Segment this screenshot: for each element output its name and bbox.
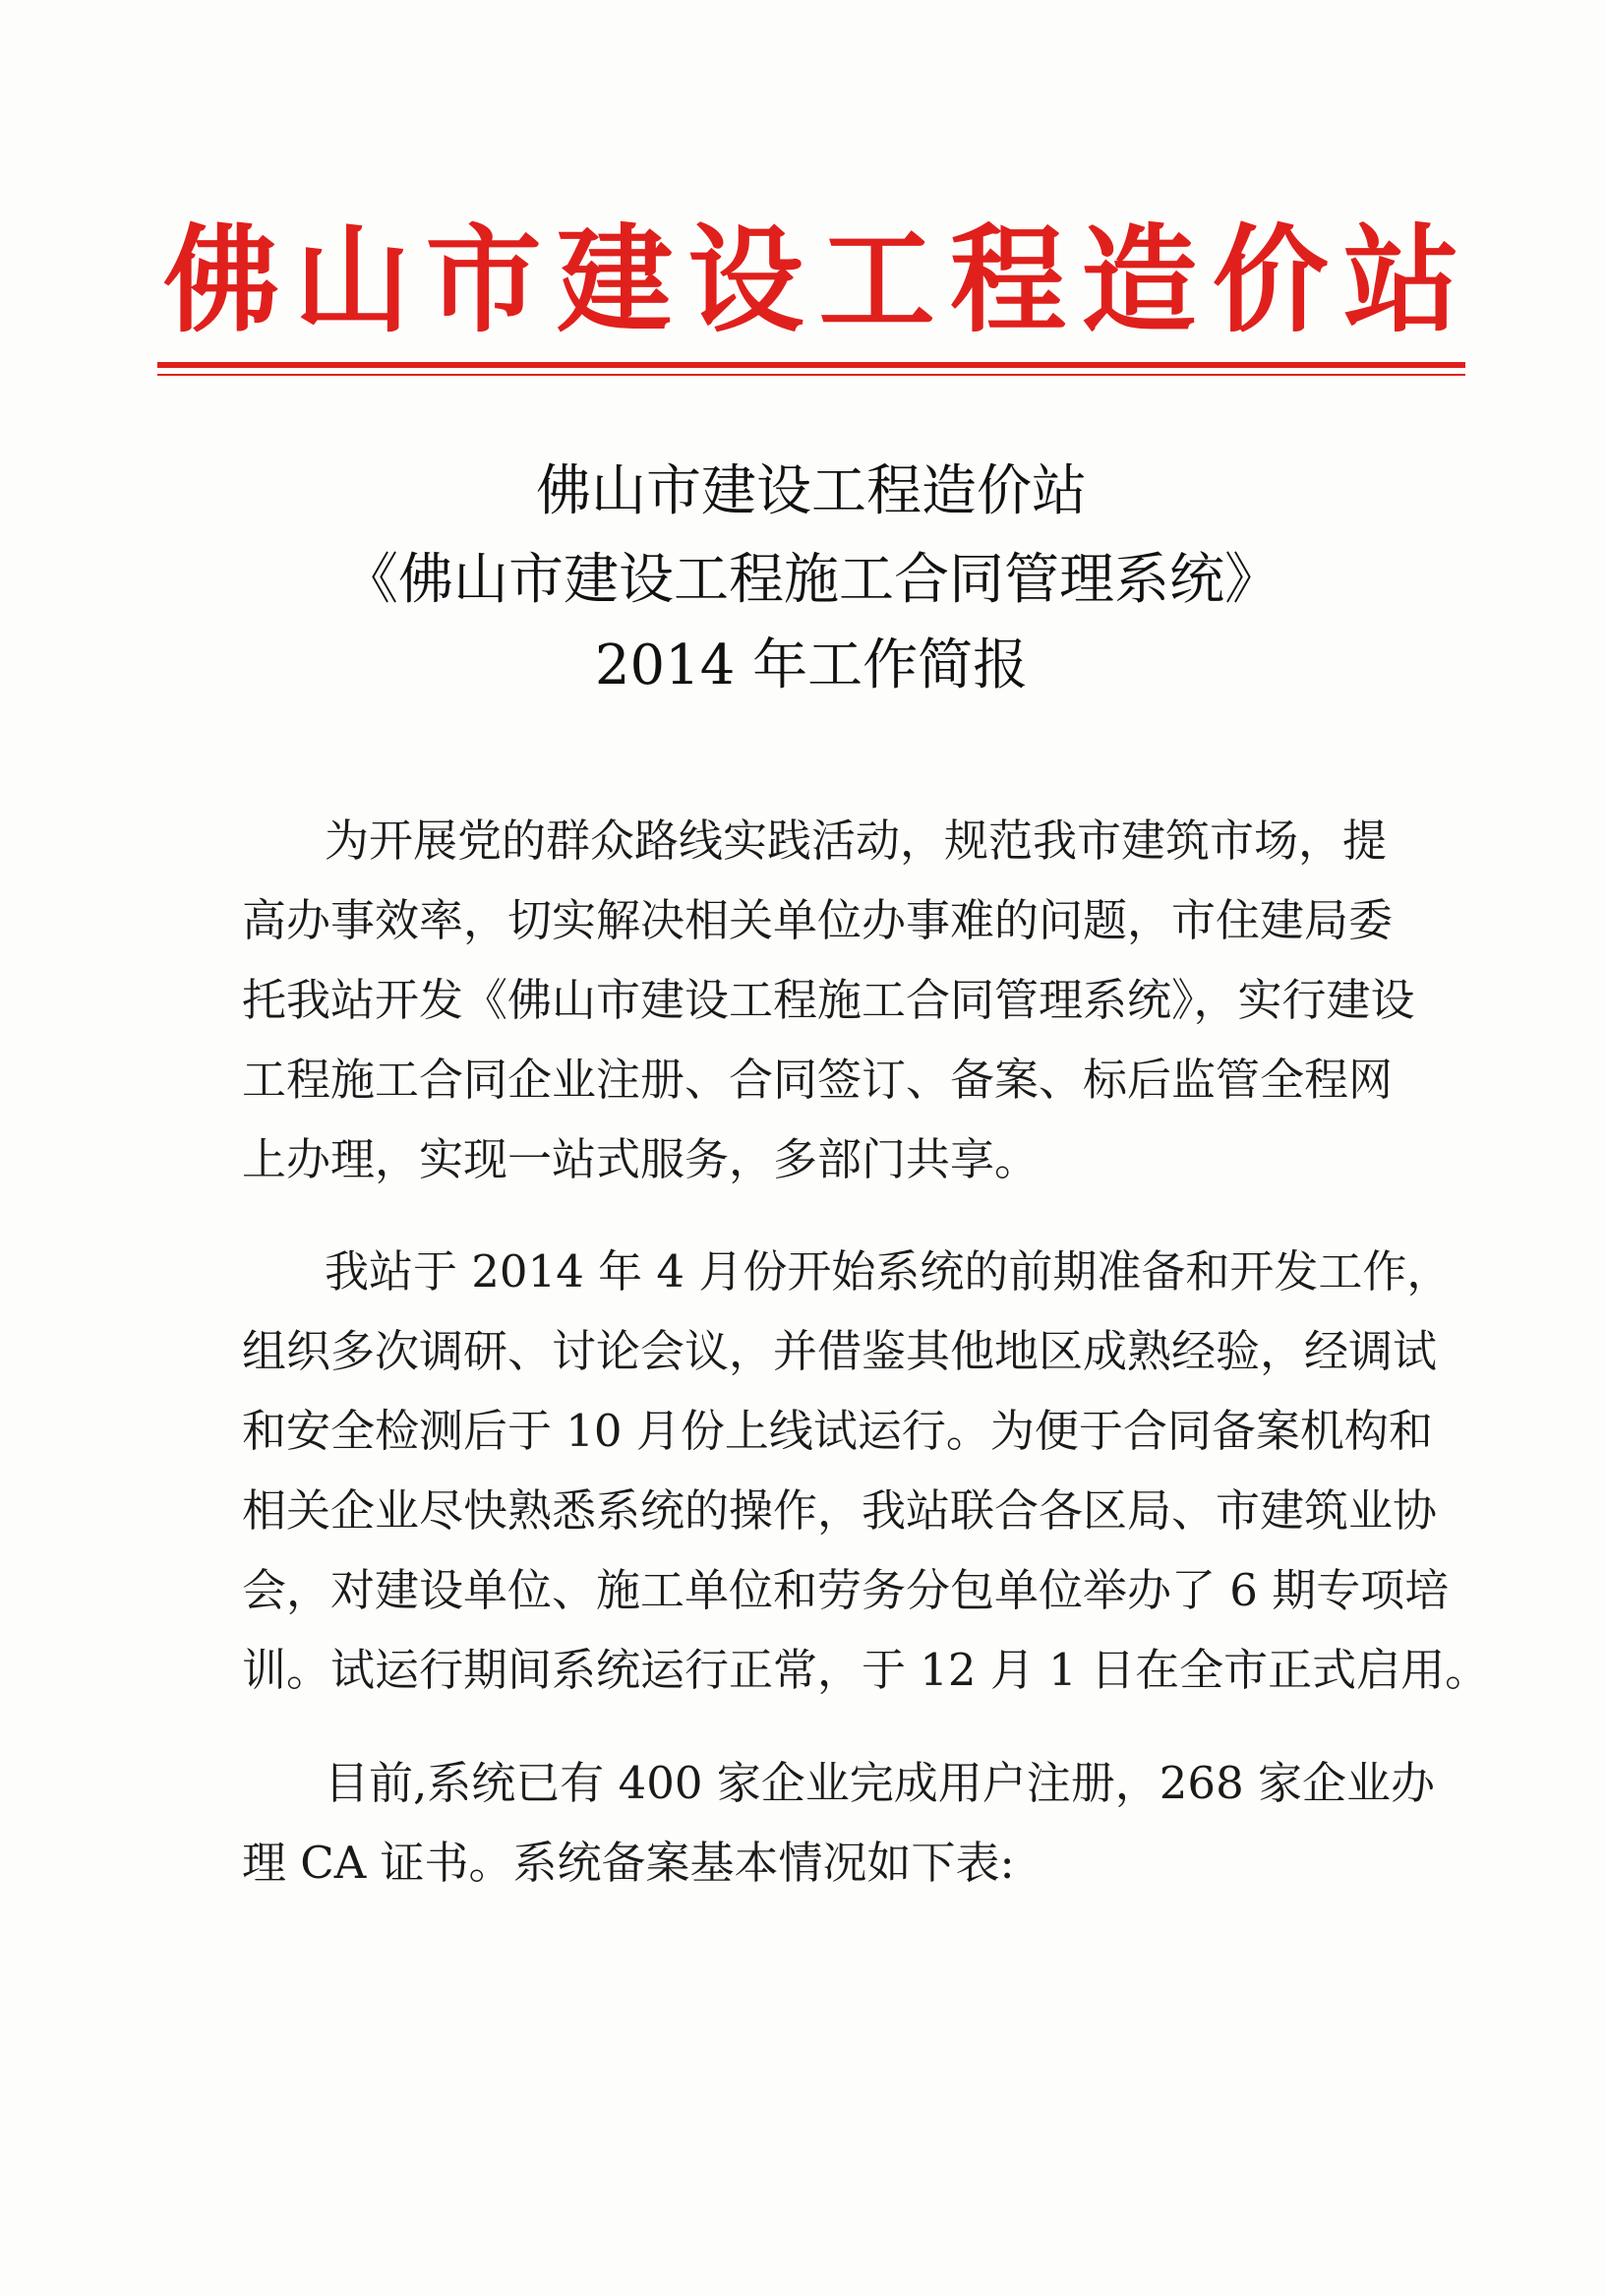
masthead-char: 市 (425, 211, 542, 348)
masthead-char: 工 (818, 211, 935, 348)
body-line: 我站于 2014 年 4 月份开始系统的前期准备和开发工作， (325, 1245, 1452, 1298)
body-line: 上办理，实现一站式服务，多部门共享。 (242, 1133, 1040, 1185)
body-line: 托我站开发《佛山市建设工程施工合同管理系统》，实行建设 (242, 974, 1415, 1026)
masthead-char: 建 (556, 211, 673, 348)
body-line: 组织多次调研、讨论会议，并借鉴其他地区成熟经验，经调试 (242, 1325, 1438, 1377)
masthead-char: 佛 (162, 211, 279, 348)
masthead-char: 山 (294, 211, 411, 348)
body-line: 为开展党的群众路线实践活动，规范我市建筑市场，提 (325, 815, 1388, 867)
document-title-line-2: 《佛山市建设工程施工合同管理系统》 (343, 548, 1279, 612)
document-title-line-1: 佛山市建设工程造价站 (536, 459, 1087, 523)
masthead-char: 程 (949, 211, 1066, 348)
document-title-line-3: 2014 年工作简报 (594, 634, 1029, 697)
body-line: 目前,系统已有 400 家企业完成用户注册，268 家企业办 (325, 1757, 1436, 1809)
masthead-char: 站 (1342, 211, 1459, 348)
body-line: 会，对建设单位、施工单位和劳务分包单位举办了 6 期专项培 (242, 1564, 1450, 1616)
body-line: 相关企业尽快熟悉系统的操作，我站联合各区局、市建筑业协 (242, 1484, 1438, 1537)
masthead-divider-thick (157, 362, 1465, 368)
body-line: 和安全检测后于 10 月份上线试运行。为便于合同备案机构和 (242, 1405, 1433, 1457)
body-line: 高办事效率，切实解决相关单位办事难的问题，市住建局委 (242, 894, 1394, 946)
masthead-char: 造 (1081, 211, 1198, 348)
masthead-char: 设 (687, 211, 804, 348)
body-line: 工程施工合同企业注册、合同签订、备案、标后监管全程网 (242, 1054, 1394, 1106)
masthead-char: 价 (1212, 211, 1329, 348)
body-line: 理 CA 证书。系统备案基本情况如下表: (242, 1837, 1015, 1889)
masthead-divider-thin (157, 374, 1465, 376)
masthead-title (157, 202, 1465, 359)
body-line: 训。试运行期间系统运行正常，于 12 月 1 日在全市正式启用。 (242, 1644, 1490, 1696)
